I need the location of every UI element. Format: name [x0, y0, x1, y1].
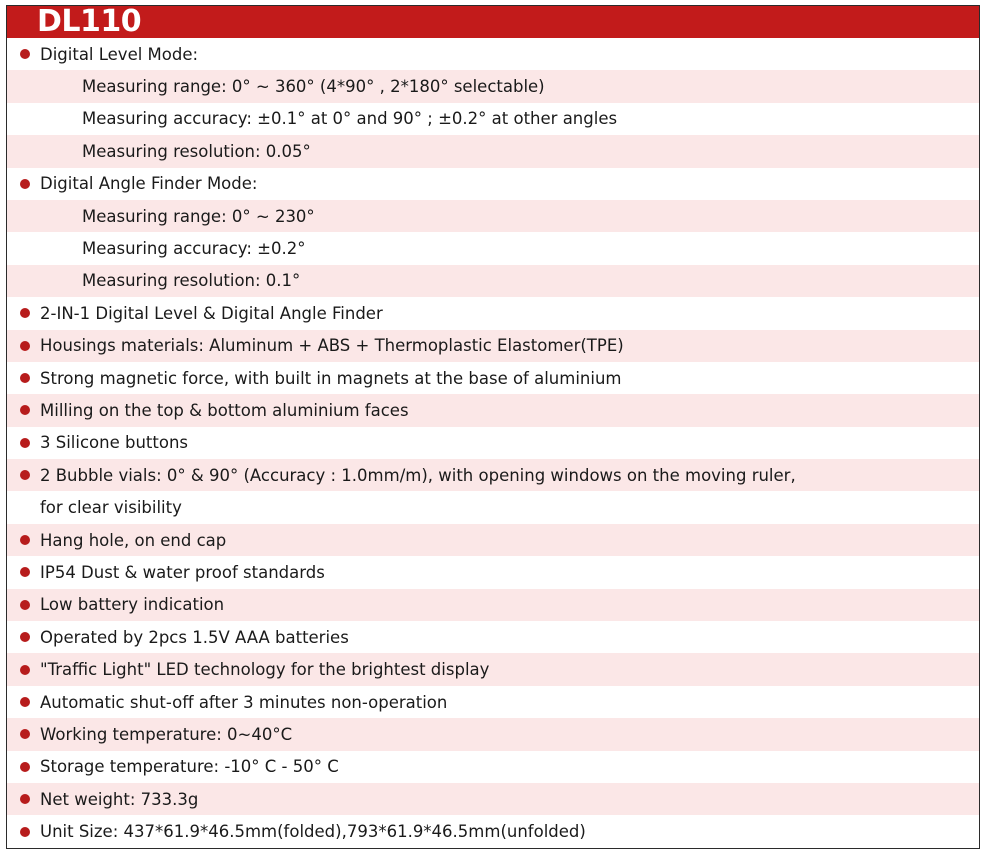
spec-subitem	[7, 265, 979, 297]
spec-item	[7, 297, 979, 329]
spec-text: Milling on the top & bottom aluminium faces	[40, 400, 409, 420]
spec-item	[7, 38, 979, 70]
title-bar	[7, 6, 979, 38]
spec-text: Measuring resolution: 0.05°	[82, 141, 311, 161]
bullet-dot-icon	[20, 600, 30, 610]
spec-text: Measuring range: 0° ~ 360° (4*90° , 2*180° selectable)	[82, 77, 545, 97]
bullet-dot-icon	[20, 665, 30, 675]
spec-text: for clear visibility	[40, 498, 182, 518]
spec-text: 2-IN-1 Digital Level & Digital Angle Finder	[40, 303, 383, 323]
spec-text: 2 Bubble vials: 0° & 90° (Accuracy : 1.0mm/m), with opening windows on the moving ruler,	[40, 465, 796, 485]
spec-text: Hang hole, on end cap	[40, 530, 227, 550]
bullet-dot-icon	[20, 438, 30, 448]
spec-item	[7, 751, 979, 783]
spec-item	[7, 686, 979, 718]
product-title: DL110	[37, 5, 142, 39]
bullet-dot-icon	[20, 697, 30, 707]
spec-subitem	[7, 103, 979, 135]
bullet-dot-icon	[20, 535, 30, 545]
spec-text: Measuring accuracy: ±0.2°	[82, 239, 306, 259]
spec-item	[7, 168, 979, 200]
spec-item	[7, 459, 979, 491]
spec-subitem	[7, 135, 979, 167]
spec-text: Digital Angle Finder Mode:	[40, 174, 258, 194]
spec-item	[7, 394, 979, 426]
spec-item	[7, 330, 979, 362]
spec-item	[7, 783, 979, 815]
spec-subitem	[7, 232, 979, 264]
spec-item	[7, 556, 979, 588]
spec-item	[7, 524, 979, 556]
spec-text: IP54 Dust & water proof standards	[40, 562, 325, 582]
spec-text: Measuring range: 0° ~ 230°	[82, 206, 315, 226]
spec-item	[7, 362, 979, 394]
spec-text: Automatic shut-off after 3 minutes non-operation	[40, 692, 448, 712]
spec-text: Working temperature: 0~40°C	[40, 724, 293, 744]
spec-text: Measuring accuracy: ±0.1° at 0° and 90° ; ±0.2° at other angles	[82, 109, 618, 129]
spec-text: Digital Level Mode:	[40, 44, 199, 64]
spec-text: Low battery indication	[40, 595, 225, 615]
spec-text: Net weight: 733.3g	[40, 789, 199, 809]
bullet-dot-icon	[20, 827, 30, 837]
spec-item	[7, 491, 979, 523]
spec-text: Operated by 2pcs 1.5V AAA batteries	[40, 627, 349, 647]
spec-item	[7, 718, 979, 750]
spec-text: Unit Size: 437*61.9*46.5mm(folded),793*61.9*46.5mm(unfolded)	[40, 822, 586, 842]
spec-item	[7, 653, 979, 685]
bullet-dot-icon	[20, 179, 30, 189]
spec-text: Strong magnetic force, with built in magnets at the base of aluminium	[40, 368, 622, 388]
bullet-dot-icon	[20, 762, 30, 772]
spec-text: "Traffic Light" LED technology for the brightest display	[40, 660, 490, 680]
spec-subitem	[7, 70, 979, 102]
bullet-dot-icon	[20, 341, 30, 351]
spec-item	[7, 589, 979, 621]
spec-subitem	[7, 200, 979, 232]
spec-text: Storage temperature: -10° C - 50° C	[40, 757, 339, 777]
spec-list	[7, 38, 979, 848]
spec-text: 3 Silicone buttons	[40, 433, 189, 453]
spec-text: Housings materials: Aluminum + ABS + Thermoplastic Elastomer(TPE)	[40, 336, 624, 356]
spec-item	[7, 815, 979, 847]
spec-text: Measuring resolution: 0.1°	[82, 271, 301, 291]
spec-item	[7, 427, 979, 459]
spec-item	[7, 621, 979, 653]
spec-sheet	[6, 5, 980, 849]
